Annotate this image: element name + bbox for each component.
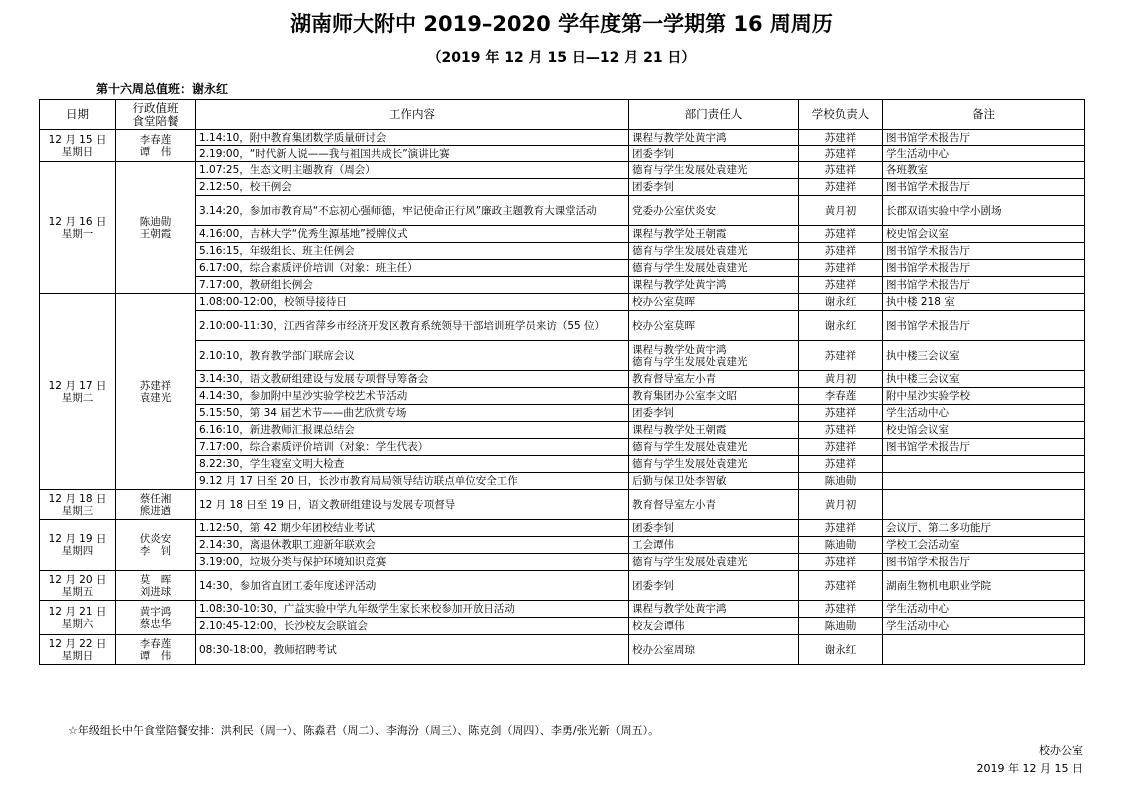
date-text: 12 月 20 日 — [48, 573, 107, 586]
table-row — [40, 405, 1085, 422]
school-responsible: 陈迪勋 — [799, 618, 883, 635]
dept-responsible: 德育与学生发展处袁建光 — [629, 162, 799, 179]
dept-responsible: 团委李钊 — [629, 405, 799, 422]
work-content: 2.10:00-11:30，江西省萍乡市经济开发区教育系统领导干部培训班学员来访（55 位） — [196, 311, 629, 341]
page-subtitle: （2019 年 12 月 15 日—12 月 21 日） — [427, 50, 696, 66]
note-cell: 执中楼 218 室 — [883, 294, 1085, 311]
dept-responsible: 教育集团办公室李文昭 — [629, 388, 799, 405]
note-cell: 湖南生物机电职业学院 — [883, 571, 1085, 601]
dept-responsible: 后勤与保卫处李智敏 — [629, 473, 799, 490]
note-cell: 学生活动中心 — [883, 146, 1085, 162]
table-row — [40, 388, 1085, 405]
school-responsible: 苏建祥 — [799, 243, 883, 260]
header-note: 备注 — [883, 100, 1085, 130]
school-responsible: 苏建祥 — [799, 571, 883, 601]
school-responsible: 谢永红 — [799, 311, 883, 341]
work-content: 9.12 月 17 日至 20 日，长沙市教育局局领导结访联点单位安全工作 — [196, 473, 629, 490]
dept-responsible: 德育与学生发展处袁建光 — [629, 243, 799, 260]
work-content: 2.12:50，校干例会 — [196, 179, 629, 196]
duty-staff: 苏建祥 — [139, 379, 172, 392]
table-row — [40, 162, 1085, 179]
dept-responsible-line: 课程与教学处黄宇鸿 — [632, 343, 727, 356]
note-cell: 图书馆学术报告厅 — [883, 311, 1085, 341]
weekday-text: 星期三 — [61, 504, 94, 517]
date-text: 12 月 16 日 — [48, 215, 107, 228]
note-cell: 学生活动中心 — [883, 601, 1085, 618]
work-content: 08:30-18:00，教师招聘考试 — [196, 635, 629, 665]
date-text: 12 月 17 日 — [48, 379, 107, 392]
note-cell: 各班教室 — [883, 162, 1085, 179]
weekday-text: 星期五 — [61, 585, 94, 598]
table-row — [40, 456, 1085, 473]
table-row — [40, 341, 1085, 371]
canteen-staff: 袁建光 — [139, 391, 172, 404]
note-cell: 校史馆会议室 — [883, 226, 1085, 243]
table-row — [40, 422, 1085, 439]
staff-cell — [116, 601, 196, 635]
school-responsible: 苏建祥 — [799, 601, 883, 618]
work-content: 14:30，参加省直团工委年度述评活动 — [196, 571, 629, 601]
work-content: 3.19:00，垃圾分类与保护环境知识竞赛 — [196, 554, 629, 571]
work-content: 1.08:00-12:00，校领导接待日 — [196, 294, 629, 311]
header-staff-line2: 食堂陪餐 — [132, 113, 179, 128]
table-row — [40, 179, 1085, 196]
work-content: 4.14:30，参加附中星沙实验学校艺术节活动 — [196, 388, 629, 405]
dept-responsible: 课程与教学处王朝霞 — [629, 422, 799, 439]
duty-staff: 蔡任湘 — [139, 492, 172, 505]
staff-cell — [116, 162, 196, 294]
duty-staff: 陈迪勋 — [139, 215, 172, 228]
table-row — [40, 311, 1085, 341]
school-responsible: 黄月初 — [799, 490, 883, 520]
school-responsible: 苏建祥 — [799, 162, 883, 179]
work-content: 4.16:00，吉林大学“优秀生源基地”授牌仪式 — [196, 226, 629, 243]
work-content: 1.07:25，生态文明主题教育（周会） — [196, 162, 629, 179]
table-row — [40, 635, 1085, 665]
school-responsible: 黄月初 — [799, 371, 883, 388]
work-content: 8.22:30，学生寝室文明大检查 — [196, 456, 629, 473]
dept-responsible: 德育与学生发展处袁建光 — [629, 260, 799, 277]
table-row — [40, 196, 1085, 226]
note-cell — [883, 473, 1085, 490]
school-responsible: 苏建祥 — [799, 130, 883, 146]
note-cell: 图书馆学术报告厅 — [883, 179, 1085, 196]
dept-responsible: 课程与教学处黄宇鸿 — [629, 601, 799, 618]
work-content: 6.17:00，综合素质评价培训（对象：班主任） — [196, 260, 629, 277]
canteen-staff: 熊进遒 — [139, 504, 172, 517]
weekday-text: 星期日 — [61, 145, 94, 158]
issue-date: 2019 年 12 月 15 日 — [976, 762, 1083, 775]
work-content: 2.14:30，离退休教职工迎新年联欢会 — [196, 537, 629, 554]
dept-responsible: 教育督导室左小青 — [629, 371, 799, 388]
date-cell — [40, 520, 116, 571]
table-row — [40, 294, 1085, 311]
date-cell — [40, 162, 116, 294]
weekday-text: 星期日 — [61, 649, 94, 662]
dept-responsible — [629, 341, 799, 371]
note-cell: 学生活动中心 — [883, 405, 1085, 422]
table-row — [40, 243, 1085, 260]
note-cell: 图书馆学术报告厅 — [883, 554, 1085, 571]
table-row — [40, 490, 1085, 520]
note-cell — [883, 490, 1085, 520]
table-row — [40, 520, 1085, 537]
work-content: 2.10:10，教育教学部门联席会议 — [196, 341, 629, 371]
school-responsible: 苏建祥 — [799, 520, 883, 537]
staff-cell — [116, 130, 196, 162]
date-cell — [40, 490, 116, 520]
note-cell: 图书馆学术报告厅 — [883, 130, 1085, 146]
weekly-calendar-table — [39, 99, 1085, 665]
issuing-office: 校办公室 — [1039, 744, 1083, 757]
work-content: 1.08:30-10:30，广益实验中学九年级学生家长来校参加开放日活动 — [196, 601, 629, 618]
date-cell — [40, 571, 116, 601]
dept-responsible: 课程与教学处黄宇鸿 — [629, 277, 799, 294]
footnote: ☆年级组长中午食堂陪餐安排：洪利民（周一）、陈淼君（周二）、李海汾（周三）、陈克剑（周四）、李勇/张光新（周五）。 — [68, 724, 660, 737]
weekday-text: 星期四 — [61, 545, 94, 557]
table-row — [40, 146, 1085, 162]
work-content: 12 月 18 日至 19 日，语文教研组建设与发展专项督导 — [196, 490, 629, 520]
school-responsible: 苏建祥 — [799, 146, 883, 162]
table-row — [40, 554, 1085, 571]
school-responsible: 苏建祥 — [799, 277, 883, 294]
school-responsible: 苏建祥 — [799, 439, 883, 456]
dept-responsible-line: 德育与学生发展处袁建光 — [632, 355, 748, 368]
school-responsible: 苏建祥 — [799, 260, 883, 277]
dept-responsible: 校办公室周琼 — [629, 635, 799, 665]
date-cell — [40, 601, 116, 635]
date-text: 12 月 15 日 — [48, 133, 107, 146]
note-cell: 执中楼三会议室 — [883, 371, 1085, 388]
work-content: 5.15:50，第 34 届艺术节——曲艺欣赏专场 — [196, 405, 629, 422]
school-responsible: 谢永红 — [799, 635, 883, 665]
canteen-staff: 李 钊 — [139, 545, 172, 557]
weekday-text: 星期一 — [61, 227, 94, 240]
dept-responsible: 校办公室莫晖 — [629, 311, 799, 341]
table-row — [40, 439, 1085, 456]
header-staff — [116, 100, 196, 130]
work-content: 2.19:00，“时代新人说——我与祖国共成长”演讲比赛 — [196, 146, 629, 162]
dept-responsible: 工会谭伟 — [629, 537, 799, 554]
canteen-staff: 谭 伟 — [139, 145, 172, 158]
date-text: 12 月 19 日 — [48, 533, 107, 545]
header-content: 工作内容 — [196, 100, 629, 130]
header-row — [40, 100, 1085, 130]
dept-responsible: 团委李钊 — [629, 146, 799, 162]
note-cell: 图书馆学术报告厅 — [883, 277, 1085, 294]
table-row — [40, 130, 1085, 146]
dept-responsible: 校友会谭伟 — [629, 618, 799, 635]
note-cell: 学生活动中心 — [883, 618, 1085, 635]
dept-responsible: 团委李钊 — [629, 571, 799, 601]
dept-responsible: 德育与学生发展处袁建光 — [629, 439, 799, 456]
dept-responsible: 团委李钊 — [629, 179, 799, 196]
page-title: 湖南师大附中 2019–2020 学年度第一学期第 16 周周历 — [290, 12, 833, 36]
note-cell: 学校工会活动室 — [883, 537, 1085, 554]
table-row — [40, 277, 1085, 294]
work-content: 1.12:50，第 42 期少年团校结业考试 — [196, 520, 629, 537]
work-content: 1.14:10，附中教育集团数学质量研讨会 — [196, 130, 629, 146]
weekday-text: 星期二 — [61, 391, 94, 404]
date-cell — [40, 294, 116, 490]
work-content: 2.10:45-12:00，长沙校友会联谊会 — [196, 618, 629, 635]
note-cell: 长郡双语实验中学小剧场 — [883, 196, 1085, 226]
duty-staff: 黄宇鸿 — [139, 605, 172, 618]
date-text: 12 月 18 日 — [48, 492, 107, 505]
school-responsible: 黄月初 — [799, 196, 883, 226]
school-responsible: 苏建祥 — [799, 405, 883, 422]
canteen-staff: 谭 伟 — [139, 649, 172, 662]
note-cell: 图书馆学术报告厅 — [883, 439, 1085, 456]
school-responsible: 李春莲 — [799, 388, 883, 405]
work-content: 3.14:30，语文教研组建设与发展专项督导筹备会 — [196, 371, 629, 388]
staff-cell — [116, 490, 196, 520]
date-text: 12 月 21 日 — [48, 605, 107, 618]
table-row — [40, 371, 1085, 388]
canteen-staff: 蔡忠华 — [139, 617, 172, 630]
note-cell — [883, 456, 1085, 473]
note-cell: 附中星沙实验学校 — [883, 388, 1085, 405]
school-responsible: 陈迪勋 — [799, 473, 883, 490]
duty-staff: 李春莲 — [139, 637, 172, 650]
school-responsible: 谢永红 — [799, 294, 883, 311]
table-row — [40, 537, 1085, 554]
header-date: 日期 — [40, 100, 116, 130]
dept-responsible: 德育与学生发展处袁建光 — [629, 456, 799, 473]
school-responsible: 苏建祥 — [799, 554, 883, 571]
staff-cell — [116, 520, 196, 571]
table-row — [40, 618, 1085, 635]
note-cell — [883, 635, 1085, 665]
school-responsible: 苏建祥 — [799, 226, 883, 243]
table-row — [40, 260, 1085, 277]
dept-responsible: 课程与教学处黄宇鸿 — [629, 130, 799, 146]
dept-responsible: 教育督导室左小青 — [629, 490, 799, 520]
canteen-staff: 刘进球 — [139, 585, 172, 598]
date-text: 12 月 22 日 — [48, 637, 107, 650]
table-row — [40, 601, 1085, 618]
header-dept: 部门责任人 — [629, 100, 799, 130]
note-cell: 图书馆学术报告厅 — [883, 243, 1085, 260]
note-cell: 校史馆会议室 — [883, 422, 1085, 439]
duty-officer: 第十六周总值班：谢永红 — [96, 82, 229, 96]
note-cell: 执中楼三会议室 — [883, 341, 1085, 371]
dept-responsible: 课程与教学处王朝霞 — [629, 226, 799, 243]
work-content: 6.16:10，新进教师汇报课总结会 — [196, 422, 629, 439]
table-row — [40, 571, 1085, 601]
dept-responsible: 校办公室莫晖 — [629, 294, 799, 311]
staff-cell — [116, 635, 196, 665]
school-responsible: 苏建祥 — [799, 179, 883, 196]
duty-staff: 莫 晖 — [139, 573, 172, 586]
work-content: 7.17:00，教研组长例会 — [196, 277, 629, 294]
date-cell — [40, 130, 116, 162]
staff-cell — [116, 294, 196, 490]
weekday-text: 星期六 — [61, 617, 94, 630]
work-content: 7.17:00，综合素质评价培训（对象：学生代表） — [196, 439, 629, 456]
school-responsible: 陈迪勋 — [799, 537, 883, 554]
work-content: 3.14:20，参加市教育局“不忘初心强师德，牢记使命正行风”廉政主题教育大课堂活动 — [196, 196, 629, 226]
note-cell: 会议厅、第二多功能厅 — [883, 520, 1085, 537]
table-row — [40, 226, 1085, 243]
table-row — [40, 473, 1085, 490]
duty-staff: 伏炎安 — [139, 533, 172, 545]
header-school: 学校负责人 — [799, 100, 883, 130]
school-responsible: 苏建祥 — [799, 422, 883, 439]
note-cell: 图书馆学术报告厅 — [883, 260, 1085, 277]
date-cell — [40, 635, 116, 665]
dept-responsible: 党委办公室伏炎安 — [629, 196, 799, 226]
school-responsible: 苏建祥 — [799, 341, 883, 371]
school-responsible: 苏建祥 — [799, 456, 883, 473]
staff-cell — [116, 571, 196, 601]
duty-staff: 李春莲 — [139, 133, 172, 146]
dept-responsible: 德育与学生发展处袁建光 — [629, 554, 799, 571]
dept-responsible: 团委李钊 — [629, 520, 799, 537]
header-staff-line1: 行政值班 — [132, 100, 179, 115]
work-content: 5.16:15，年级组长、班主任例会 — [196, 243, 629, 260]
canteen-staff: 王朝霞 — [139, 227, 172, 240]
calendar-body — [40, 130, 1085, 665]
